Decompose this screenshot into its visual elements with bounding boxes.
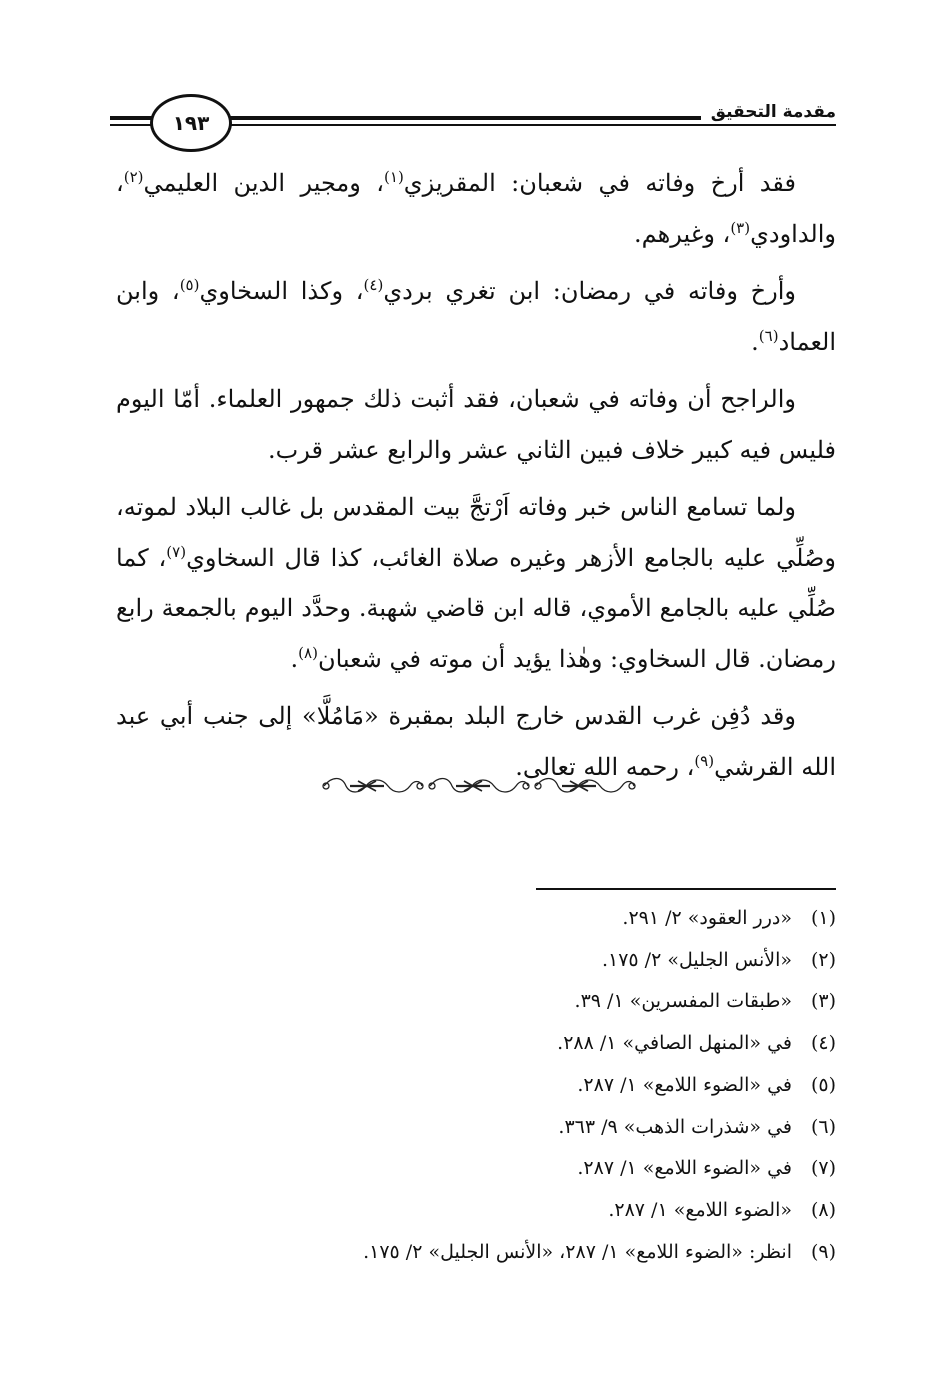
paragraph-text: ، وابن العماد [116,277,836,356]
footnote-number: (٦) [810,1115,836,1138]
footnote-item [116,1107,836,1149]
floral-ornament-icon [320,772,636,800]
paragraph-text: . [290,644,299,673]
footnote-text: «الأنس الجليل» ٢/ ١٧٥. [601,948,792,971]
paragraph-text: ، وغيرهم. [634,219,731,248]
paragraph [116,482,836,684]
footnote-text: في «الضوء اللامع» ١/ ٢٨٧. [577,1073,792,1096]
paragraph-text: فقد أرخ وفاته في شعبان: المقريزي [403,169,796,197]
footnote-text: في «المنهل الصافي» ١/ ٢٨٨. [557,1032,792,1055]
paragraph-text: ولما تسامع الناس خبر وفاته اَرْتجَّ بيت المقدس بل غالب البلاد لموته، وصُلِّي عليه بالجامع الأزهر وغيره صلاة الغائب، كذا قال السخاوي [116,493,836,572]
running-header [110,94,836,154]
footnote-reference[interactable]: (٣) [730,218,751,237]
paragraph-text: ، ومجير الدين العليمي [143,169,385,197]
paragraph-text: ، كما صُلِّي عليه بالجامع الأموي، قاله ابن قاضي شهبة. وحدَّد اليوم بالجمعة رابع رمضان. قال السخاوي: وهٰذا يؤيد أن موته في شعبان [116,543,836,673]
main-text [116,158,836,792]
footnote-reference[interactable]: (٢) [123,168,144,186]
paragraph-text: . [751,327,759,356]
paragraph [116,374,836,475]
footnote-item [116,981,836,1023]
footnote-reference[interactable]: (٥) [179,276,200,294]
footnote-number: (٨) [810,1198,836,1221]
footnote-number: (١) [810,907,836,929]
paragraph-text: ، رحمه الله تعالى. [515,752,695,781]
footnote-text: «الضوء اللامع» ١/ ٢٨٧. [608,1198,792,1221]
footnote-text: في «الضوء اللامع» ١/ ٢٨٧. [577,1157,792,1180]
page-number: ١٩٣ [150,94,232,152]
footnote-number: (٢) [810,948,836,971]
footnote-text: «درر العقود» ٢/ ٢٩١. [622,907,792,929]
footnote-number: (٩) [810,1240,836,1263]
paragraph-text: وأرخ وفاته في رمضان: ابن تغري بردي [383,277,796,305]
paragraph-text: ، وكذا السخاوي [199,277,364,305]
footnote-reference[interactable]: (٨) [298,643,318,662]
running-title: مقدمة التحقيق [701,102,836,122]
footnote-reference[interactable]: (٤) [363,276,384,294]
footnote-number: (٤) [810,1032,836,1055]
footnote-separator [536,888,836,890]
footnote-item [116,1232,836,1274]
footnote-item [116,898,836,940]
paragraph-text: وقد دُفِن غرب القدس خارج البلد بمقبرة «مَامُلَّا» إلى جنب أبي عبد الله القرشي [116,702,836,781]
footnote-reference[interactable]: (٧) [166,542,187,561]
paragraph-text: ، والداودي [116,169,836,248]
paragraph [116,158,836,259]
paragraph-text: والراجح أن وفاته في شعبان، فقد أثبت ذلك جمهور العلماء. أمّا اليوم فليس فيه كبير خلاف فبين الثاني عشر والرابع عشر قرب. [116,385,836,464]
footnote-text: في «شذرات الذهب» ٩/ ٣٦٣. [558,1115,792,1138]
footnote-reference[interactable]: (٦) [758,326,779,345]
footnote-item [116,1148,836,1190]
footnote-reference[interactable]: (١) [384,168,404,186]
footnote-text: «طبقات المفسرين» ١/ ٣٩. [574,990,792,1013]
footnote-item [116,940,836,982]
footnote-text: انظر: «الضوء اللامع» ١/ ٢٨٧، «الأنس الجليل» ٢/ ١٧٥. [363,1240,792,1263]
footnote-number: (٣) [810,990,836,1013]
footnote-reference[interactable]: (٩) [694,751,715,770]
paragraph [116,266,836,367]
footnotes [116,898,836,1273]
footnote-item [116,1190,836,1232]
footnote-number: (٥) [810,1073,836,1096]
footnote-item [116,1023,836,1065]
footnote-number: (٧) [810,1157,836,1180]
footnote-item [116,1065,836,1107]
